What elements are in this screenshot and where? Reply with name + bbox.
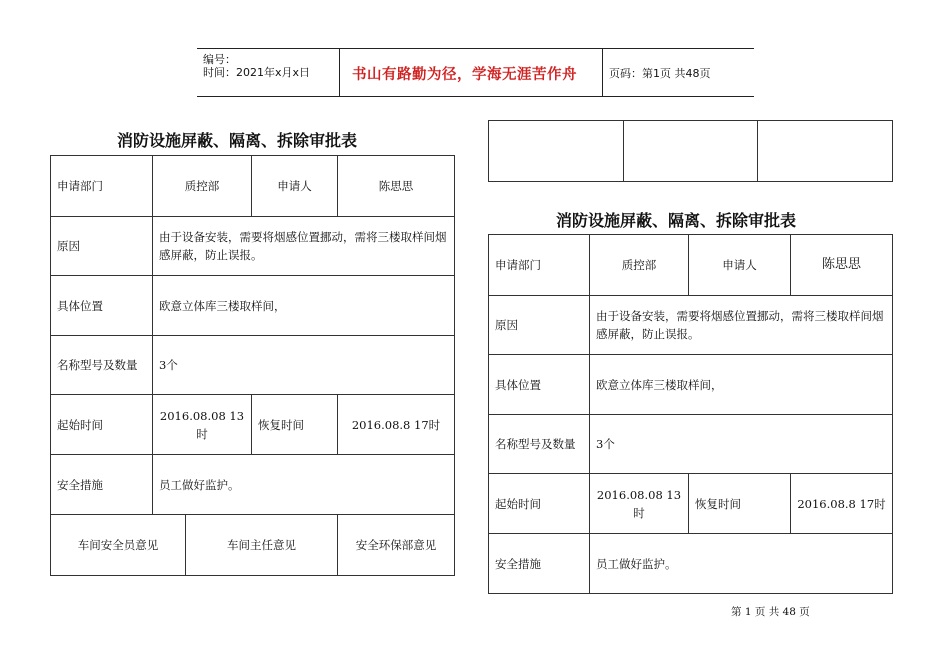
header-divider	[339, 48, 340, 96]
start-label: 起始时间	[51, 395, 153, 455]
location-value: 欧意立体库三楼取样间，	[153, 276, 455, 336]
number-label: 编号：	[203, 53, 236, 66]
start-value: 2016.08.08 13时	[590, 474, 689, 534]
opinion-workshop-director: 车间主任意见	[186, 515, 338, 576]
restore-label: 恢复时间	[252, 395, 338, 455]
header-top-rule	[197, 48, 754, 49]
model-label: 名称型号及数量	[51, 336, 153, 395]
applicant-value: 陈思思	[338, 156, 455, 217]
page-info: 页码：第1页 共48页	[609, 67, 711, 80]
safety-label: 安全措施	[51, 455, 153, 515]
form-title: 消防设施屏蔽、隔离、拆除审批表	[556, 211, 797, 230]
applicant-label: 申请人	[689, 235, 791, 296]
restore-value: 2016.08.8 17时	[791, 474, 893, 534]
signature-cell	[489, 121, 624, 182]
model-value: 3个	[153, 336, 455, 395]
header-bottom-rule	[197, 96, 754, 97]
opinion-safety-officer: 车间安全员意见	[51, 515, 186, 576]
dept-label: 申请部门	[51, 156, 153, 217]
applicant-value: 陈思思	[791, 235, 893, 296]
start-label: 起始时间	[489, 474, 590, 534]
date-text: 时间：2021年x月x日	[203, 66, 311, 79]
approval-form-right	[488, 234, 893, 594]
safety-label: 安全措施	[489, 534, 590, 594]
signature-strip	[488, 120, 893, 182]
restore-value: 2016.08.8 17时	[338, 395, 455, 455]
page-footer: 第 1 页 共 48 页	[731, 606, 810, 618]
reason-value: 由于设备安装，需要将烟感位置挪动，需将三楼取样间烟感屏蔽，防止误报。	[153, 217, 455, 276]
restore-label: 恢复时间	[689, 474, 791, 534]
location-label: 具体位置	[489, 355, 590, 415]
signature-cell	[624, 121, 758, 182]
safety-value: 员工做好监护。	[590, 534, 893, 594]
applicant-label: 申请人	[252, 156, 338, 217]
dept-value: 质控部	[590, 235, 689, 296]
reason-value: 由于设备安装，需要将烟感位置挪动，需将三楼取样间烟感屏蔽，防止误报。	[590, 296, 893, 355]
signature-cell	[758, 121, 893, 182]
dept-label: 申请部门	[489, 235, 590, 296]
reason-label: 原因	[51, 217, 153, 276]
location-label: 具体位置	[51, 276, 153, 336]
model-value: 3个	[590, 415, 893, 474]
header-divider	[602, 48, 603, 96]
dept-value: 质控部	[153, 156, 252, 217]
approval-form-left	[50, 155, 455, 576]
safety-value: 员工做好监护。	[153, 455, 455, 515]
form-title: 消防设施屏蔽、隔离、拆除审批表	[117, 131, 358, 150]
motto: 书山有路勤为径，学海无涯苦作舟	[352, 67, 577, 83]
reason-label: 原因	[489, 296, 590, 355]
start-value: 2016.08.08 13时	[153, 395, 252, 455]
location-value: 欧意立体库三楼取样间，	[590, 355, 893, 415]
opinion-env-dept: 安全环保部意见	[338, 515, 455, 576]
model-label: 名称型号及数量	[489, 415, 590, 474]
